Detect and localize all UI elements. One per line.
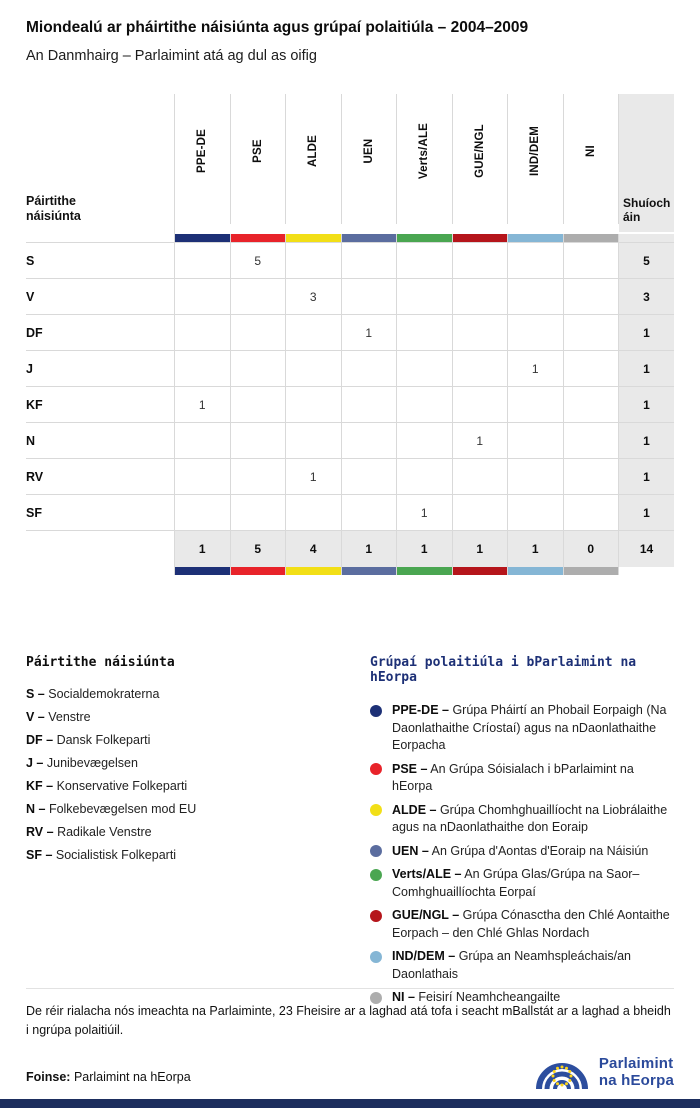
legend-groups-header: Grúpaí polaitiúla i bParlaimint na hEorpa [370, 655, 637, 685]
seat-count [175, 350, 231, 386]
group-legend-item [370, 843, 674, 861]
group-description [392, 702, 674, 755]
seat-count [397, 458, 453, 494]
group-abbr: UEN – [392, 843, 429, 858]
seat-count [397, 278, 453, 314]
seat-count [342, 242, 398, 278]
seat-count [231, 422, 287, 458]
group-color-dot [370, 951, 382, 963]
seat-count [342, 350, 398, 386]
color-bar-bottom-UEN [342, 567, 398, 575]
seat-count: 1 [397, 494, 453, 530]
seat-count [453, 350, 509, 386]
column-header-label: PSE [251, 139, 264, 163]
seats-column-header: Shuíocháin [619, 94, 674, 232]
party-name: Venstre [48, 710, 91, 724]
group-color-swatch [175, 567, 230, 575]
party-legend-item [26, 687, 370, 701]
party-abbr: RV – [26, 825, 54, 839]
seat-count [564, 494, 620, 530]
seat-count [453, 278, 509, 314]
column-header-label: NI [584, 145, 597, 158]
group-description [392, 802, 674, 837]
seat-count [175, 494, 231, 530]
group-color-swatch [286, 567, 341, 575]
seat-count [453, 494, 509, 530]
party-legend-item [26, 802, 370, 816]
seat-count [342, 494, 398, 530]
seat-count [175, 458, 231, 494]
group-color-swatch [453, 567, 508, 575]
group-legend-item [370, 802, 674, 837]
seat-count [397, 242, 453, 278]
party-total-seats: 1 [619, 494, 674, 530]
group-color-dot [370, 804, 382, 816]
column-header-ALDE [286, 94, 342, 224]
row-header-label: Páirtithe náisiúnta [26, 94, 175, 234]
group-name: Grúpa an Neamhspleáchais/an Daonlathais [392, 949, 632, 981]
group-name: Grúpa Cónasctha den Chlé Aontaithe Eorpach – den Chlé Ghlas Nordach [392, 908, 670, 940]
page-title: Miondealú ar pháirtithe náisiúnta agus grúpaí polaitiúla – 2004–2009 [26, 19, 529, 36]
seat-count [564, 386, 620, 422]
group-legend-item [370, 907, 674, 942]
source-value: Parlaimint na hEorpa [73, 1070, 191, 1084]
party-total-seats: 5 [619, 242, 674, 278]
party-total-seats: 1 [619, 386, 674, 422]
group-color-swatch [564, 567, 619, 575]
seat-count [231, 386, 287, 422]
party-abbr: S – [26, 687, 45, 701]
color-bar-bottom-IND/DEM [508, 567, 564, 575]
group-description [392, 761, 674, 796]
color-bar-bottom-PSE [231, 567, 287, 575]
page-subtitle: An Danmhairg – Parlaimint atá ag dul as oifig [26, 48, 317, 64]
group-total: 1 [508, 530, 564, 567]
party-label: KF [26, 386, 175, 422]
seat-count [286, 386, 342, 422]
group-abbr: ALDE – [392, 802, 437, 817]
seat-count: 5 [231, 242, 287, 278]
seat-count: 1 [175, 386, 231, 422]
logo-line2: na hEorpa [598, 1072, 674, 1089]
source [26, 1070, 191, 1092]
group-name: An Grúpa d'Aontas d'Eoraip na Náisiún [431, 843, 649, 858]
party-name: Konservative Folkeparti [56, 779, 188, 793]
group-color-swatch [397, 567, 452, 575]
color-bar-GUE/NGL [453, 234, 509, 242]
seat-count [564, 458, 620, 494]
bottom-accent-bar [0, 1099, 700, 1108]
seat-count: 1 [508, 350, 564, 386]
group-color-dot [370, 910, 382, 922]
party-abbr: V – [26, 710, 45, 724]
group-color-swatch [231, 234, 286, 242]
group-color-swatch [453, 234, 508, 242]
seat-count [508, 494, 564, 530]
color-bar-UEN [342, 234, 398, 242]
color-bar-bottom-NI [564, 567, 620, 575]
seat-count [175, 278, 231, 314]
column-header-label: ALDE [307, 135, 320, 168]
seat-count [231, 350, 287, 386]
group-name: Grúpa Chomhghuaillíocht na Liobrálaithe agus na nDaonlathaithe don Eoraip [392, 802, 668, 834]
seats-table [26, 94, 674, 575]
group-color-dot [370, 869, 382, 881]
group-legend-list [370, 702, 674, 1007]
party-label: SF [26, 494, 175, 530]
group-color-swatch [175, 234, 230, 242]
group-total: 1 [453, 530, 509, 567]
legend-national-parties [26, 655, 370, 1013]
color-bar-bottom-ALDE [286, 567, 342, 575]
seat-count: 1 [286, 458, 342, 494]
seat-count [231, 314, 287, 350]
group-abbr: GUE/NGL – [392, 908, 460, 922]
seat-count [564, 422, 620, 458]
color-bar-Verts/ALE [397, 234, 453, 242]
column-header-UEN [342, 94, 398, 224]
legend-political-groups [370, 655, 674, 1013]
column-header-Verts/ALE [397, 94, 453, 224]
color-bar-NI [564, 234, 620, 242]
party-label: RV [26, 458, 175, 494]
party-label: V [26, 278, 175, 314]
party-abbr: DF – [26, 733, 54, 747]
group-name: An Grúpa Glas/Grúpa na Saor–Comhghuaillíochta Eorpaí [392, 867, 640, 899]
color-bar-bottom-Verts/ALE [397, 567, 453, 575]
column-header-label: UEN [362, 138, 375, 164]
seat-count [508, 386, 564, 422]
seat-count [453, 314, 509, 350]
bottom-spacer [619, 567, 674, 575]
party-total-seats: 1 [619, 314, 674, 350]
party-label: DF [26, 314, 175, 350]
seat-count: 3 [286, 278, 342, 314]
group-name: An Grúpa Sóisialach i bParlaimint na hEorpa [392, 761, 634, 793]
party-name: Socialdemokraterna [48, 687, 160, 701]
party-label: S [26, 242, 175, 278]
group-description [392, 843, 648, 861]
party-name: Socialistisk Folkeparti [55, 848, 177, 862]
group-abbr: IND/DEM – [392, 949, 456, 963]
group-color-swatch [397, 234, 452, 242]
seat-count [342, 386, 398, 422]
seat-count [453, 458, 509, 494]
seat-count [175, 242, 231, 278]
group-legend-item [370, 948, 674, 983]
party-legend-list [26, 687, 370, 862]
header-spacer [26, 234, 175, 242]
column-header-GUE/NGL [453, 94, 509, 224]
group-description [392, 948, 674, 983]
seat-count [342, 458, 398, 494]
party-total-seats: 1 [619, 458, 674, 494]
seat-count [286, 242, 342, 278]
group-color-swatch [342, 234, 397, 242]
seat-count [397, 386, 453, 422]
group-total: 5 [231, 530, 287, 567]
column-header-PSE [231, 94, 287, 224]
source-label: Foinse: [26, 1070, 71, 1084]
seat-count: 1 [453, 422, 509, 458]
group-color-swatch [508, 567, 563, 575]
group-total: 1 [397, 530, 453, 567]
group-name: Grúpa Pháirtí an Phobail Eorpaigh (Na Daonlathaithe Críostaí) agus na nDaonlathaithe Eorpacha [392, 703, 667, 752]
party-total-seats: 3 [619, 278, 674, 314]
group-color-swatch [564, 234, 619, 242]
seat-count [231, 278, 287, 314]
ep-logo-icon [534, 1052, 590, 1092]
party-label: J [26, 350, 175, 386]
party-name: Junibevægelsen [46, 756, 138, 770]
party-label: N [26, 422, 175, 458]
group-legend-item [370, 866, 674, 901]
seat-count [508, 422, 564, 458]
column-header-label: GUE/NGL [473, 124, 486, 179]
column-header-label: Verts/ALE [418, 123, 431, 180]
header-spacer [619, 234, 674, 242]
color-bar-bottom-PPE-DE [175, 567, 231, 575]
group-name: Feisirí Neamhcheangailte [418, 990, 561, 1004]
column-header-IND/DEM [508, 94, 564, 224]
group-total: 1 [342, 530, 398, 567]
seat-count [286, 422, 342, 458]
party-name: Dansk Folkeparti [56, 733, 151, 747]
seat-count [286, 494, 342, 530]
group-total: 1 [175, 530, 231, 567]
seat-count [175, 422, 231, 458]
color-bar-IND/DEM [508, 234, 564, 242]
column-header-label: PPE-DE [196, 129, 209, 174]
group-color-swatch [286, 234, 341, 242]
seat-count [564, 242, 620, 278]
group-total: 4 [286, 530, 342, 567]
party-abbr: KF – [26, 779, 54, 793]
seat-count [397, 314, 453, 350]
group-description [392, 866, 674, 901]
color-bar-ALDE [286, 234, 342, 242]
party-abbr: N – [26, 802, 46, 816]
seat-count [508, 242, 564, 278]
ep-logo [534, 1052, 674, 1092]
totals-row-spacer [26, 530, 175, 567]
group-color-swatch [231, 567, 286, 575]
group-abbr: PSE – [392, 761, 428, 776]
party-legend-item [26, 848, 370, 862]
seat-count [342, 278, 398, 314]
seat-count [508, 278, 564, 314]
group-abbr: Verts/ALE – [392, 867, 462, 881]
group-legend-item [370, 702, 674, 755]
party-name: Radikale Venstre [57, 825, 152, 839]
seat-count [286, 314, 342, 350]
logo-line1: Parlaimint [598, 1055, 674, 1072]
bottom-spacer [26, 567, 175, 575]
party-legend-item [26, 733, 370, 747]
seat-count [397, 422, 453, 458]
seat-count: 1 [342, 314, 398, 350]
color-bar-bottom-GUE/NGL [453, 567, 509, 575]
column-header-label: IND/DEM [529, 126, 542, 177]
seat-count [453, 386, 509, 422]
seat-count [453, 242, 509, 278]
party-legend-item [26, 825, 370, 839]
column-header-PPE-DE [175, 94, 231, 224]
party-abbr: SF – [26, 848, 53, 862]
party-abbr: J – [26, 756, 44, 770]
color-bar-PPE-DE [175, 234, 231, 242]
seat-count [231, 494, 287, 530]
party-total-seats: 1 [619, 350, 674, 386]
party-legend-item [26, 710, 370, 724]
group-color-swatch [342, 567, 397, 575]
group-abbr: NI – [392, 990, 415, 1004]
seat-count [564, 350, 620, 386]
ep-logo-text [599, 1055, 674, 1089]
footnote: De réir rialacha nós imeachta na Parlaiminte, 23 Fheisire ar a laghad atá tofa i seacht mBallstát ar a laghad a bheidh i ngrúpa polaitiúil. [26, 988, 674, 1040]
seat-count [508, 458, 564, 494]
group-total: 0 [564, 530, 620, 567]
legend-section [26, 655, 674, 1013]
group-description [392, 907, 674, 942]
seat-count [175, 314, 231, 350]
color-bar-PSE [231, 234, 287, 242]
grand-total: 14 [619, 530, 674, 567]
seat-count [508, 314, 564, 350]
seat-count [564, 314, 620, 350]
seat-count [286, 350, 342, 386]
party-name: Folkebevægelsen mod EU [48, 802, 197, 816]
seat-count [564, 278, 620, 314]
group-color-dot [370, 763, 382, 775]
group-color-dot [370, 845, 382, 857]
seat-count [342, 422, 398, 458]
group-abbr: PPE-DE – [392, 703, 449, 717]
group-color-dot [370, 705, 382, 717]
party-legend-item [26, 779, 370, 793]
party-legend-item [26, 756, 370, 770]
party-total-seats: 1 [619, 422, 674, 458]
source-row [26, 1046, 674, 1092]
seat-count [231, 458, 287, 494]
column-header-NI [564, 94, 620, 224]
group-color-swatch [508, 234, 563, 242]
seat-count [397, 350, 453, 386]
legend-parties-header: Páirtithe náisiúnta [26, 655, 175, 670]
group-legend-item [370, 761, 674, 796]
